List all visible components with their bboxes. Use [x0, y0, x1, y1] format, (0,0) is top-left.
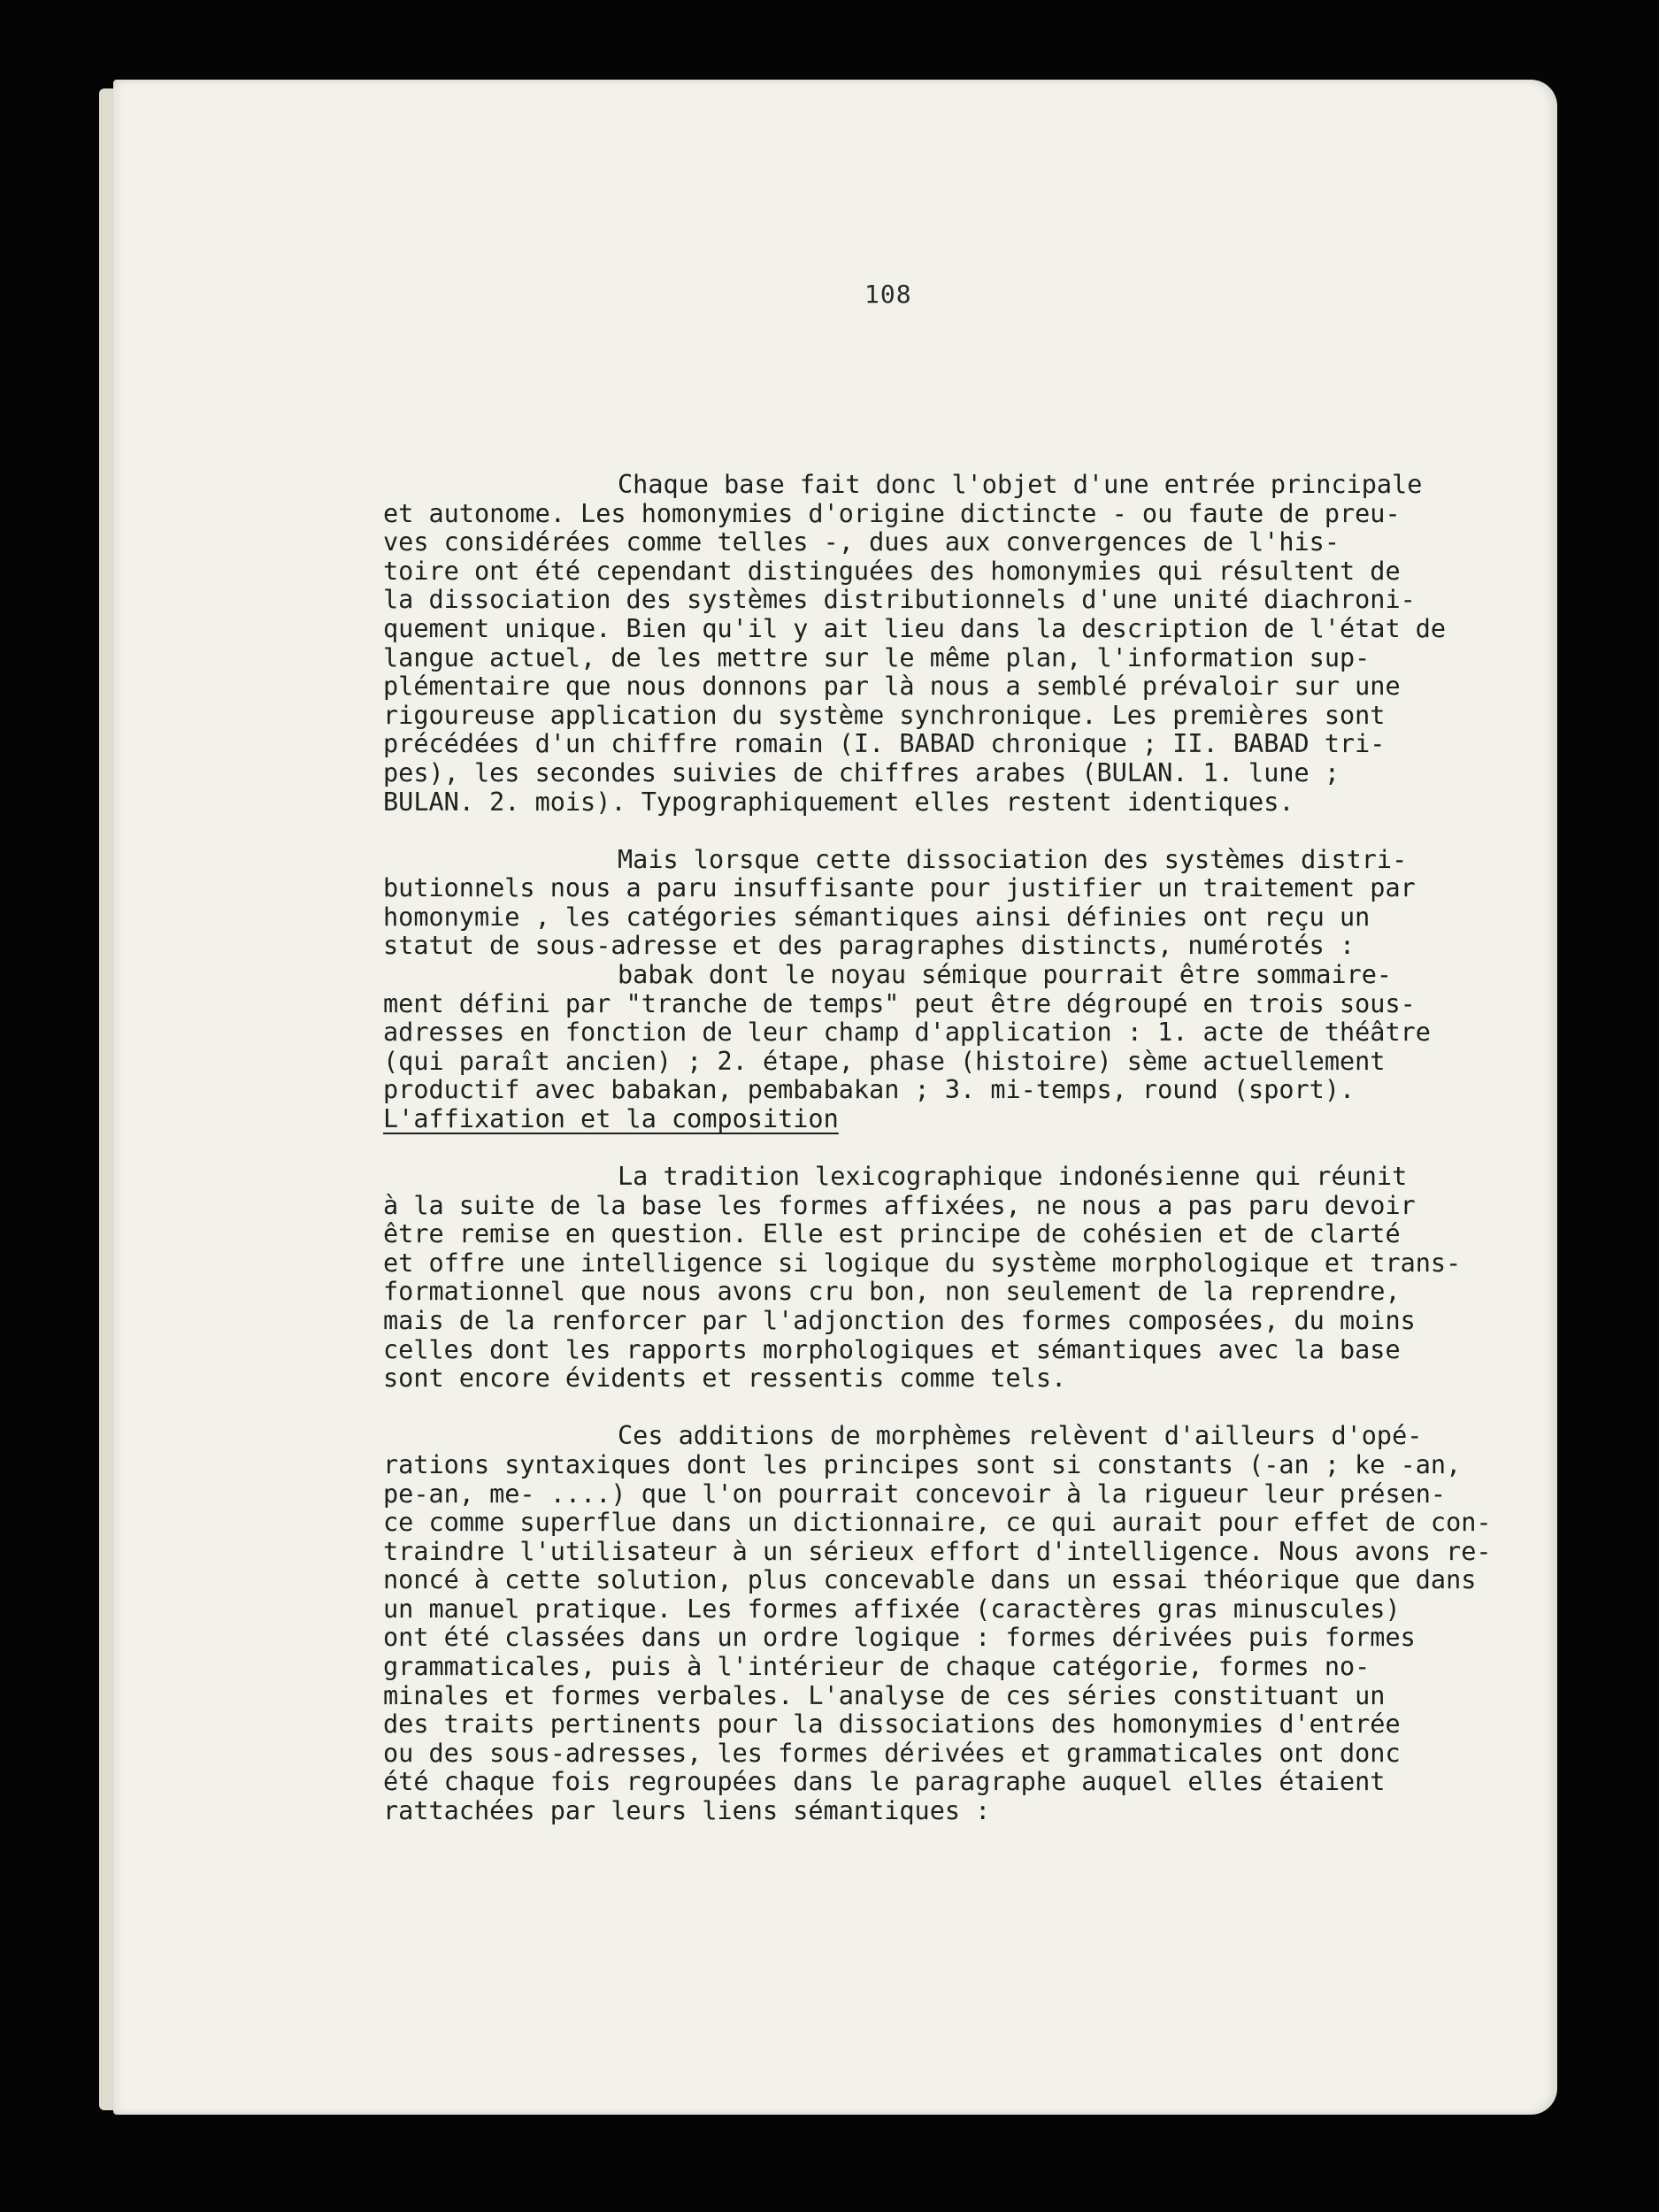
section-heading: L'affixation et la composition	[383, 1103, 839, 1133]
text-line: des traits pertinents pour la dissociations des homonymies d'entrée	[383, 1709, 1401, 1740]
text-line: noncé à cette solution, plus concevable dans un essai théorique que dans	[383, 1565, 1477, 1595]
text-line: babak dont le noyau sémique pourrait être sommaire-	[618, 960, 1393, 989]
text-line: minales et formes verbales. L'analyse de ces séries constituant un	[383, 1680, 1386, 1710]
text-line: ont été classées dans un ordre logique : formes dérivées puis formes	[383, 1623, 1416, 1653]
text-line: (qui paraît ancien) ; 2. étape, phase (histoire) sème actuellement	[383, 1046, 1386, 1076]
text-line: homonymie , les catégories sémantiques ainsi définies ont reçu un	[383, 902, 1371, 932]
text-line: être remise en question. Elle est principe de cohésien et de clarté	[383, 1219, 1401, 1249]
text-line: ce comme superflue dans un dictionnaire, ce qui aurait pour effet de con-	[383, 1508, 1492, 1538]
text-line: formationnel que nous avons cru bon, non seulement de la reprendre,	[383, 1277, 1401, 1307]
text-line: et offre une intelligence si logique du système morphologique et trans-	[383, 1248, 1462, 1278]
text-line: rations syntaxiques dont les principes sont si constants (-an ; ke -an,	[383, 1449, 1462, 1479]
text-line: à la suite de la base les formes affixées, ne nous a pas paru devoir	[383, 1190, 1416, 1220]
text-line: Mais lorsque cette dissociation des systèmes distri-	[618, 844, 1408, 874]
text-line: et autonome. Les homonymies d'origine dictincte - ou faute de preu-	[383, 498, 1401, 528]
text-line: pes), les secondes suivies de chiffres arabes (BULAN. 1. lune ;	[383, 757, 1340, 787]
text-line: rigoureuse application du système synchronique. Les premières sont	[383, 700, 1386, 730]
text-line: traindre l'utilisateur à un sérieux effort d'intelligence. Nous avons re-	[383, 1536, 1492, 1566]
text-line: été chaque fois regroupées dans le paragraphe auquel elles étaient	[383, 1767, 1386, 1797]
text-line: Ces additions de morphèmes relèvent d'ailleurs d'opé-	[618, 1421, 1423, 1451]
paragraph-homonymy	[383, 846, 1471, 1105]
text-line: toire ont été cependant distinguées des homonymies qui résultent de	[383, 556, 1401, 586]
text-line: ment défini par "tranche de temps" peut être dégroupé en trois sous-	[383, 988, 1416, 1018]
text-line: langue actuel, de les mettre sur le même plan, l'information sup-	[383, 642, 1371, 672]
text-line: rattachées par leurs liens sémantiques :	[383, 1796, 991, 1826]
page-number: 108	[864, 280, 912, 309]
text-line: BULAN. 2. mois). Typographiquement elles restent identiques.	[383, 787, 1294, 817]
text-line: Chaque base fait donc l'objet d'une entrée principale	[618, 470, 1423, 499]
text-line: celles dont les rapports morphologiques et sémantiques avec la base	[383, 1334, 1401, 1364]
text-line: statut de sous-adresse et des paragraphes distincts, numérotés :	[383, 931, 1356, 961]
text-line: quement unique. Bien qu'il y ait lieu dans la description de l'état de	[383, 613, 1447, 643]
text-line: pe-an, me- ....) que l'on pourrait concevoir à la rigueur leur présen-	[383, 1479, 1447, 1509]
text-line: adresses en fonction de leur champ d'application : 1. acte de théâtre	[383, 1018, 1431, 1048]
paragraph-entries	[383, 471, 1471, 817]
text-line: productif avec babakan, pembabakan ; 3. mi-temps, round (sport).	[383, 1075, 1356, 1105]
text-line: ou des sous-adresses, les formes dérivées et grammaticales ont donc	[383, 1738, 1401, 1768]
text-line: sont encore évidents et ressentis comme tels.	[383, 1363, 1067, 1394]
body-text	[383, 470, 1492, 1826]
text-line: un manuel pratique. Les formes affixée (caractères gras minuscules)	[383, 1594, 1401, 1624]
text-line: La tradition lexicographique indonésienne qui réunit	[618, 1162, 1408, 1192]
text-line: mais de la renforcer par l'adjonction des formes composées, du moins	[383, 1306, 1416, 1336]
text-line: plémentaire que nous donnons par là nous a semblé prévaloir sur une	[383, 672, 1401, 702]
text-line: grammaticales, puis à l'intérieur de chaque catégorie, formes no-	[383, 1652, 1371, 1682]
text-line: butionnels nous a paru insuffisante pour justifier un traitement par	[383, 873, 1416, 903]
text-line: précédées d'un chiffre romain (I. BABAD chronique ; II. BABAD tri-	[383, 729, 1386, 759]
paragraph-tradition	[383, 1163, 1471, 1394]
paragraph-additions	[383, 1421, 1492, 1826]
text-line: la dissociation des systèmes distributionnels d'une unité diachroni-	[383, 585, 1416, 615]
text-line: ves considérées comme telles -, dues aux convergences de l'his-	[383, 527, 1340, 557]
